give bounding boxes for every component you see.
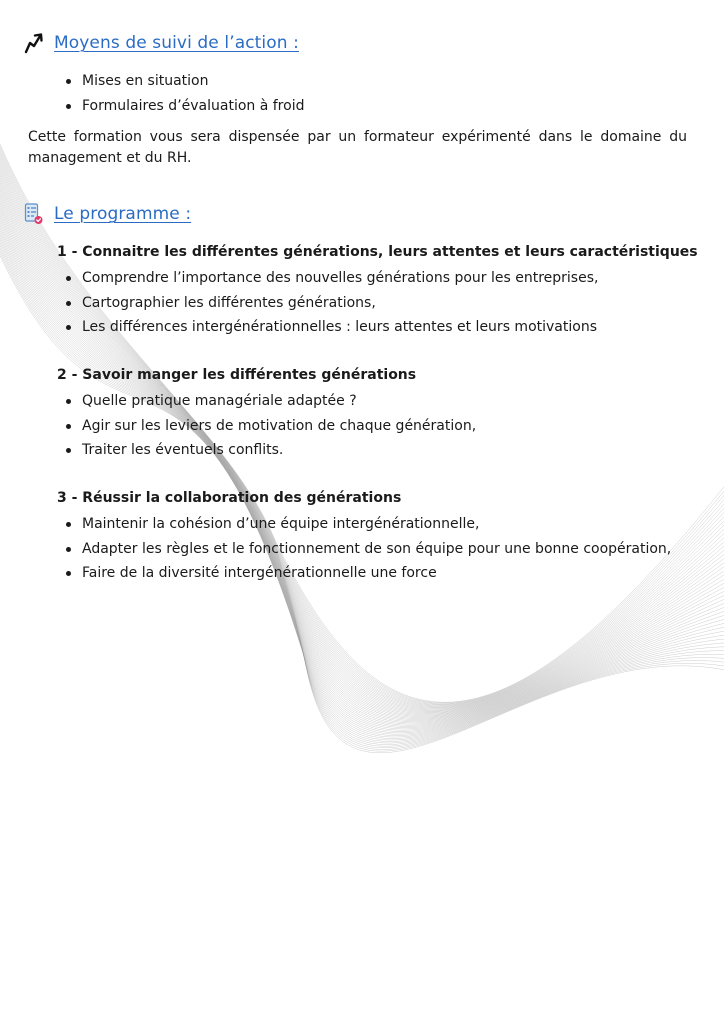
module-3-list: [64, 512, 671, 586]
list-item: Traiter les éventuels conflits.: [64, 438, 476, 463]
list-item: Les différences intergénérationnelles : leurs attentes et leurs motivations: [64, 315, 598, 340]
programme-section-title: Le programme :: [54, 204, 192, 224]
list-item: Agir sur les leviers de motivation de chaque génération,: [64, 414, 476, 439]
list-item: Adapter les règles et le fonctionnement de son équipe pour une bonne coopération,: [64, 537, 671, 562]
module-2-title: 2 - Savoir manger les différentes générations: [57, 367, 417, 383]
module-1-list: [64, 266, 598, 340]
list-item: Maintenir la cohésion d’une équipe intergénérationnelle,: [64, 512, 671, 537]
list-item: Mises en situation: [64, 69, 304, 94]
checklist-icon: [24, 203, 44, 225]
module-2-list: [64, 389, 476, 463]
module-3-title: 3 - Réussir la collaboration des générations: [57, 490, 402, 506]
trend-arrow-icon: [24, 32, 44, 54]
list-item: Faire de la diversité intergénérationnelle une force: [64, 561, 671, 586]
list-item: Comprendre l’importance des nouvelles générations pour les entreprises,: [64, 266, 598, 291]
suivi-list: [64, 69, 304, 118]
trainer-paragraph: Cette formation vous sera dispensée par un formateur expérimenté dans le domaine du management et du RH.: [28, 129, 687, 166]
list-item: Formulaires d’évaluation à froid: [64, 94, 304, 119]
suivi-section-header: [24, 32, 299, 54]
module-1-title: 1 - Connaitre les différentes générations, leurs attentes et leurs caractéristiques: [57, 244, 698, 260]
list-item: Quelle pratique managériale adaptée ?: [64, 389, 476, 414]
list-item: Cartographier les différentes générations,: [64, 291, 598, 316]
suivi-section-title: Moyens de suivi de l’action :: [54, 33, 299, 53]
programme-section-header: [24, 203, 191, 225]
